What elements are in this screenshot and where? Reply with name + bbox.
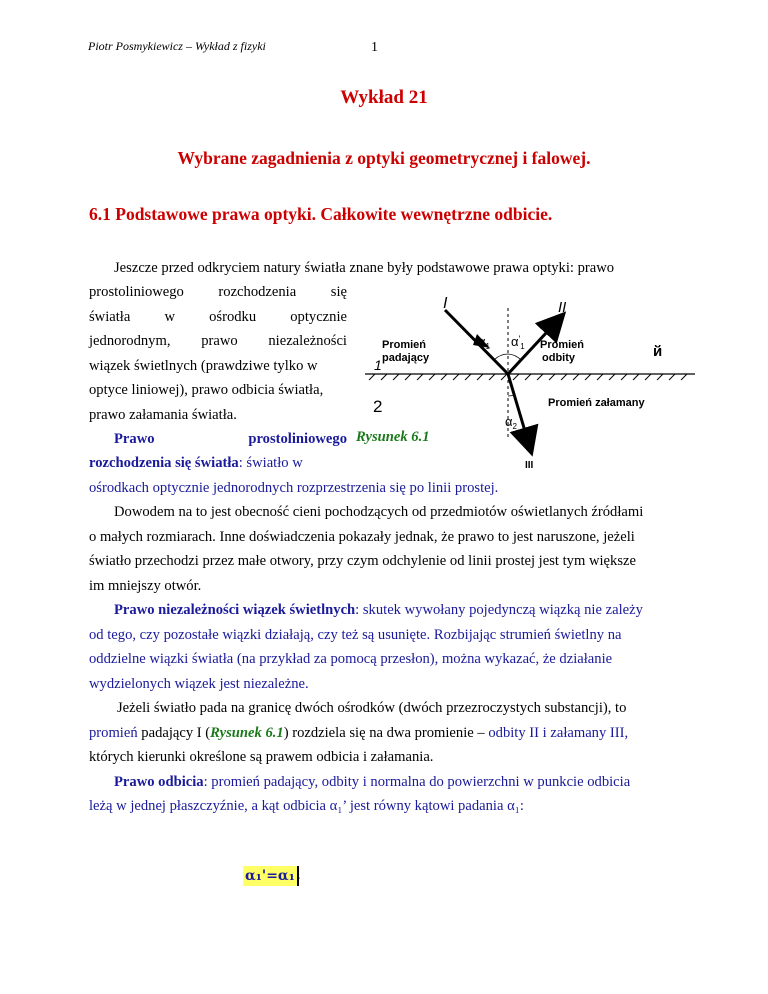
intro-line-5: wiązek świetlnych (prawdziwe tylko w xyxy=(89,358,318,374)
law-straight-term-a: Prawo xyxy=(114,431,155,447)
intro-first-line: Jeszcze przed odkryciem natury światła znane były podstawowe prawa optyki: prawo xyxy=(114,260,615,276)
law-straight-rest-a: : światło w xyxy=(238,455,303,471)
label-incident-1: Promień xyxy=(382,339,427,351)
law-straight-term-c: rozchodzenia się światła xyxy=(89,455,239,471)
law-straight-term-b: prostoliniowego xyxy=(248,431,347,447)
label-incident-2: padający xyxy=(382,352,430,364)
label-ray-III: III xyxy=(525,460,534,470)
intro-line-3 xyxy=(89,305,347,329)
boundary-ray-word: promień xyxy=(89,725,138,741)
word: rozchodzenia xyxy=(218,284,297,300)
lecture-title: Wykład 21 xyxy=(340,87,428,108)
word: się xyxy=(330,284,347,300)
law-independence-line-2: od tego, czy pozostałe wiązki działają, czy też są usunięte. Rozbijając strumień świetlny na xyxy=(89,627,622,643)
boundary-text-b: ) rozdziela się na dwa promienie – xyxy=(283,725,489,741)
word: prostoliniowego xyxy=(89,284,184,300)
label-alpha2: $\alpha_2$ xyxy=(505,414,517,431)
law-independence-text-1: : skutek wywołany pojedynczą wiązką nie zależy xyxy=(355,602,643,618)
interface-hatching xyxy=(369,374,687,380)
stray-glyph: й xyxy=(653,343,663,360)
law-independence-line-3: oddzielne wiązki światła (na przykład za pomocą przesłon), można wykazać, że działanie xyxy=(89,651,613,667)
boundary-line-2 xyxy=(89,721,628,745)
figure-caption: Rysunek 6.1 xyxy=(356,429,430,445)
boundary-rays: odbity II i załamany III, xyxy=(488,725,629,741)
law-independence-line-1 xyxy=(114,598,643,622)
law-reflection-line-2: leżą w jednej płaszczyźnie, a kąt odbicia α₁’ jest równy kątowi padania α₁: xyxy=(89,798,524,814)
page-number: 1 xyxy=(371,40,378,55)
word: niezależności xyxy=(268,333,347,349)
boundary-figure-ref: Rysunek 6.1 xyxy=(210,725,284,741)
law-reflection-text-1: : promień padający, odbity i normalna do powierzchni w punkcie odbicia xyxy=(203,774,631,790)
word: optycznie xyxy=(290,309,347,325)
law-straight-line-2 xyxy=(89,451,303,475)
refracted-ray xyxy=(508,374,530,448)
reflection-equation: α₁'=α₁ xyxy=(243,866,299,886)
intro-line-2 xyxy=(89,280,347,304)
boundary-text-a: padający I ( xyxy=(137,725,211,741)
evidence-line-4: im mniejszy otwór. xyxy=(89,578,202,594)
label-alpha1: $\alpha_1$ xyxy=(478,334,490,351)
angle-arc-reflected xyxy=(508,354,521,360)
label-refracted: Promień załamany xyxy=(548,397,645,409)
law-reflection-term: Prawo odbicia xyxy=(114,774,204,790)
law-independence-line-4: wydzielonych wiązek jest niezależne. xyxy=(89,676,309,692)
intro-line-6: optyce liniowej), prawo odbicia światła, xyxy=(89,382,324,398)
law-straight-line-3: ośrodkach optycznie jednorodnych rozprzestrzenia się po linii prostej. xyxy=(89,480,499,496)
running-header: Piotr Posmykiewicz – Wykład z fizyki xyxy=(88,39,266,53)
label-ray-I: I xyxy=(443,295,448,312)
intro-line-7: prawo załamania światła. xyxy=(89,407,237,423)
word: światła xyxy=(89,309,131,325)
label-medium-2: 2 xyxy=(373,397,383,416)
label-medium-1: 1 xyxy=(374,357,382,373)
label-alpha1-prime: $\alpha'_1$ xyxy=(511,334,525,351)
label-ray-II: II xyxy=(558,299,567,316)
equation-period: . xyxy=(297,868,301,883)
boundary-line-3: których kierunki określone są prawem odbicia i załamania. xyxy=(89,749,434,765)
evidence-line-3: światło przechodzi przez małe otwory, przy czym odchylenie od linii prostej jest tym większe xyxy=(89,553,636,569)
section-heading: 6.1 Podstawowe prawa optyki. Całkowite wewnętrzne odbicie. xyxy=(89,204,553,224)
word: jednorodnym, xyxy=(89,333,171,349)
label-reflected-1: Promień xyxy=(540,339,585,351)
intro-line-4 xyxy=(89,329,347,353)
evidence-line-2: o małych rozmiarach. Inne doświadczenia pokazały jednak, że prawo to jest naruszone, jeżeli xyxy=(89,529,635,545)
lecture-subtitle: Wybrane zagadnienia z optyki geometrycznej i falowej. xyxy=(177,148,591,168)
label-reflected-2: odbity xyxy=(542,352,575,364)
word: prawo xyxy=(201,333,238,349)
word: w xyxy=(164,309,175,325)
law-straight-line-1 xyxy=(114,427,347,451)
boundary-line-1: Jeżeli światło pada na granicę dwóch ośrodków (dwóch przezroczystych substancji), to xyxy=(117,700,627,716)
law-reflection-line-1 xyxy=(114,770,630,794)
angle-arc-incident xyxy=(494,354,508,360)
evidence-line-1: Dowodem na to jest obecność cieni pochodzących od przedmiotów oświetlanych źródłami xyxy=(114,504,644,520)
law-independence-term: Prawo niezależności wiązek świetlnych xyxy=(114,602,356,618)
word: ośrodku xyxy=(209,309,257,325)
